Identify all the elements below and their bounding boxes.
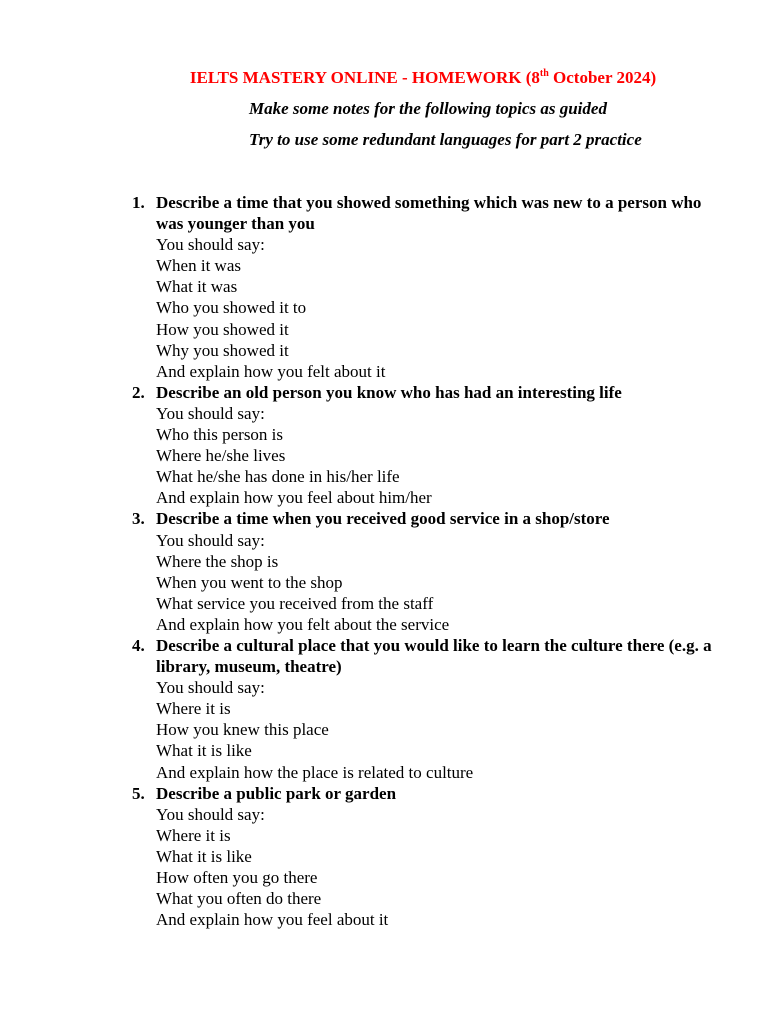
prompt-intro: You should say: xyxy=(156,530,265,550)
topic-item xyxy=(0,635,768,783)
prompt-intro: You should say: xyxy=(156,678,265,698)
instruction-practice: Try to use some redundant languages for part 2 practice xyxy=(249,130,642,149)
prompt-intro: You should say: xyxy=(156,804,265,824)
title-text: IELTS MASTERY ONLINE - HOMEWORK (8 xyxy=(189,68,540,87)
topic-number: 2. xyxy=(132,382,145,402)
prompt-line: Who you showed it to xyxy=(156,298,307,318)
prompt-line: And explain how the place is related to culture xyxy=(156,762,474,782)
prompt-line: And explain how you felt about it xyxy=(156,361,386,381)
prompt-line: Where the shop is xyxy=(156,551,279,571)
prompt-line: Who this person is xyxy=(156,425,284,445)
topic-heading: Describe a public park or garden xyxy=(156,783,397,803)
prompt-line: What he/she has done in his/her life xyxy=(156,467,400,487)
prompt-line: And explain how you felt about the service xyxy=(156,614,450,634)
topic-number: 3. xyxy=(132,509,145,529)
prompt-line: Why you showed it xyxy=(156,340,289,360)
prompt-line: Where it is xyxy=(156,699,231,719)
prompt-line: When you went to the shop xyxy=(156,572,343,592)
topic-item xyxy=(0,192,768,382)
topic-number: 5. xyxy=(132,783,145,803)
prompt-line: And explain how you feel about it xyxy=(156,910,389,930)
prompt-line: What service you received from the staff xyxy=(156,593,434,613)
page-title xyxy=(0,68,768,88)
prompt-line: And explain how you feel about him/her xyxy=(156,488,432,508)
topic-heading: Describe a time that you showed something which was new to a person who was younger than you xyxy=(156,193,702,234)
prompt-line: What it was xyxy=(156,277,238,297)
topic-list xyxy=(0,192,768,930)
prompt-line: How you knew this place xyxy=(156,720,329,740)
title-text-end: October 2024) xyxy=(548,68,657,87)
prompt-line: What you often do there xyxy=(156,889,322,909)
prompt-line: How often you go there xyxy=(156,868,318,887)
prompt-intro: You should say: xyxy=(156,235,265,255)
prompt-intro: You should say: xyxy=(156,403,265,423)
topic-heading: Describe an old person you know who has had an interesting life xyxy=(156,382,622,402)
topic-number: 1. xyxy=(132,193,145,212)
prompt-line: What it is like xyxy=(156,846,252,866)
topic-item xyxy=(0,508,768,635)
topic-item xyxy=(0,783,768,931)
prompt-line: What it is like xyxy=(156,741,252,761)
topic-heading: Describe a time when you received good service in a shop/store xyxy=(156,509,610,529)
topic-heading: Describe a cultural place that you would like to learn the culture there (e.g. a library, museum, theatre) xyxy=(156,635,712,677)
prompt-line: Where he/she lives xyxy=(156,446,286,466)
prompt-line: How you showed it xyxy=(156,319,289,339)
instruction-notes: Make some notes for the following topics as guided xyxy=(249,99,607,118)
prompt-line: When it was xyxy=(156,256,241,276)
title-ordinal-suffix: th xyxy=(539,68,549,79)
topic-item xyxy=(0,382,768,509)
topic-number: 4. xyxy=(132,635,145,655)
prompt-line: Where it is xyxy=(156,825,231,845)
